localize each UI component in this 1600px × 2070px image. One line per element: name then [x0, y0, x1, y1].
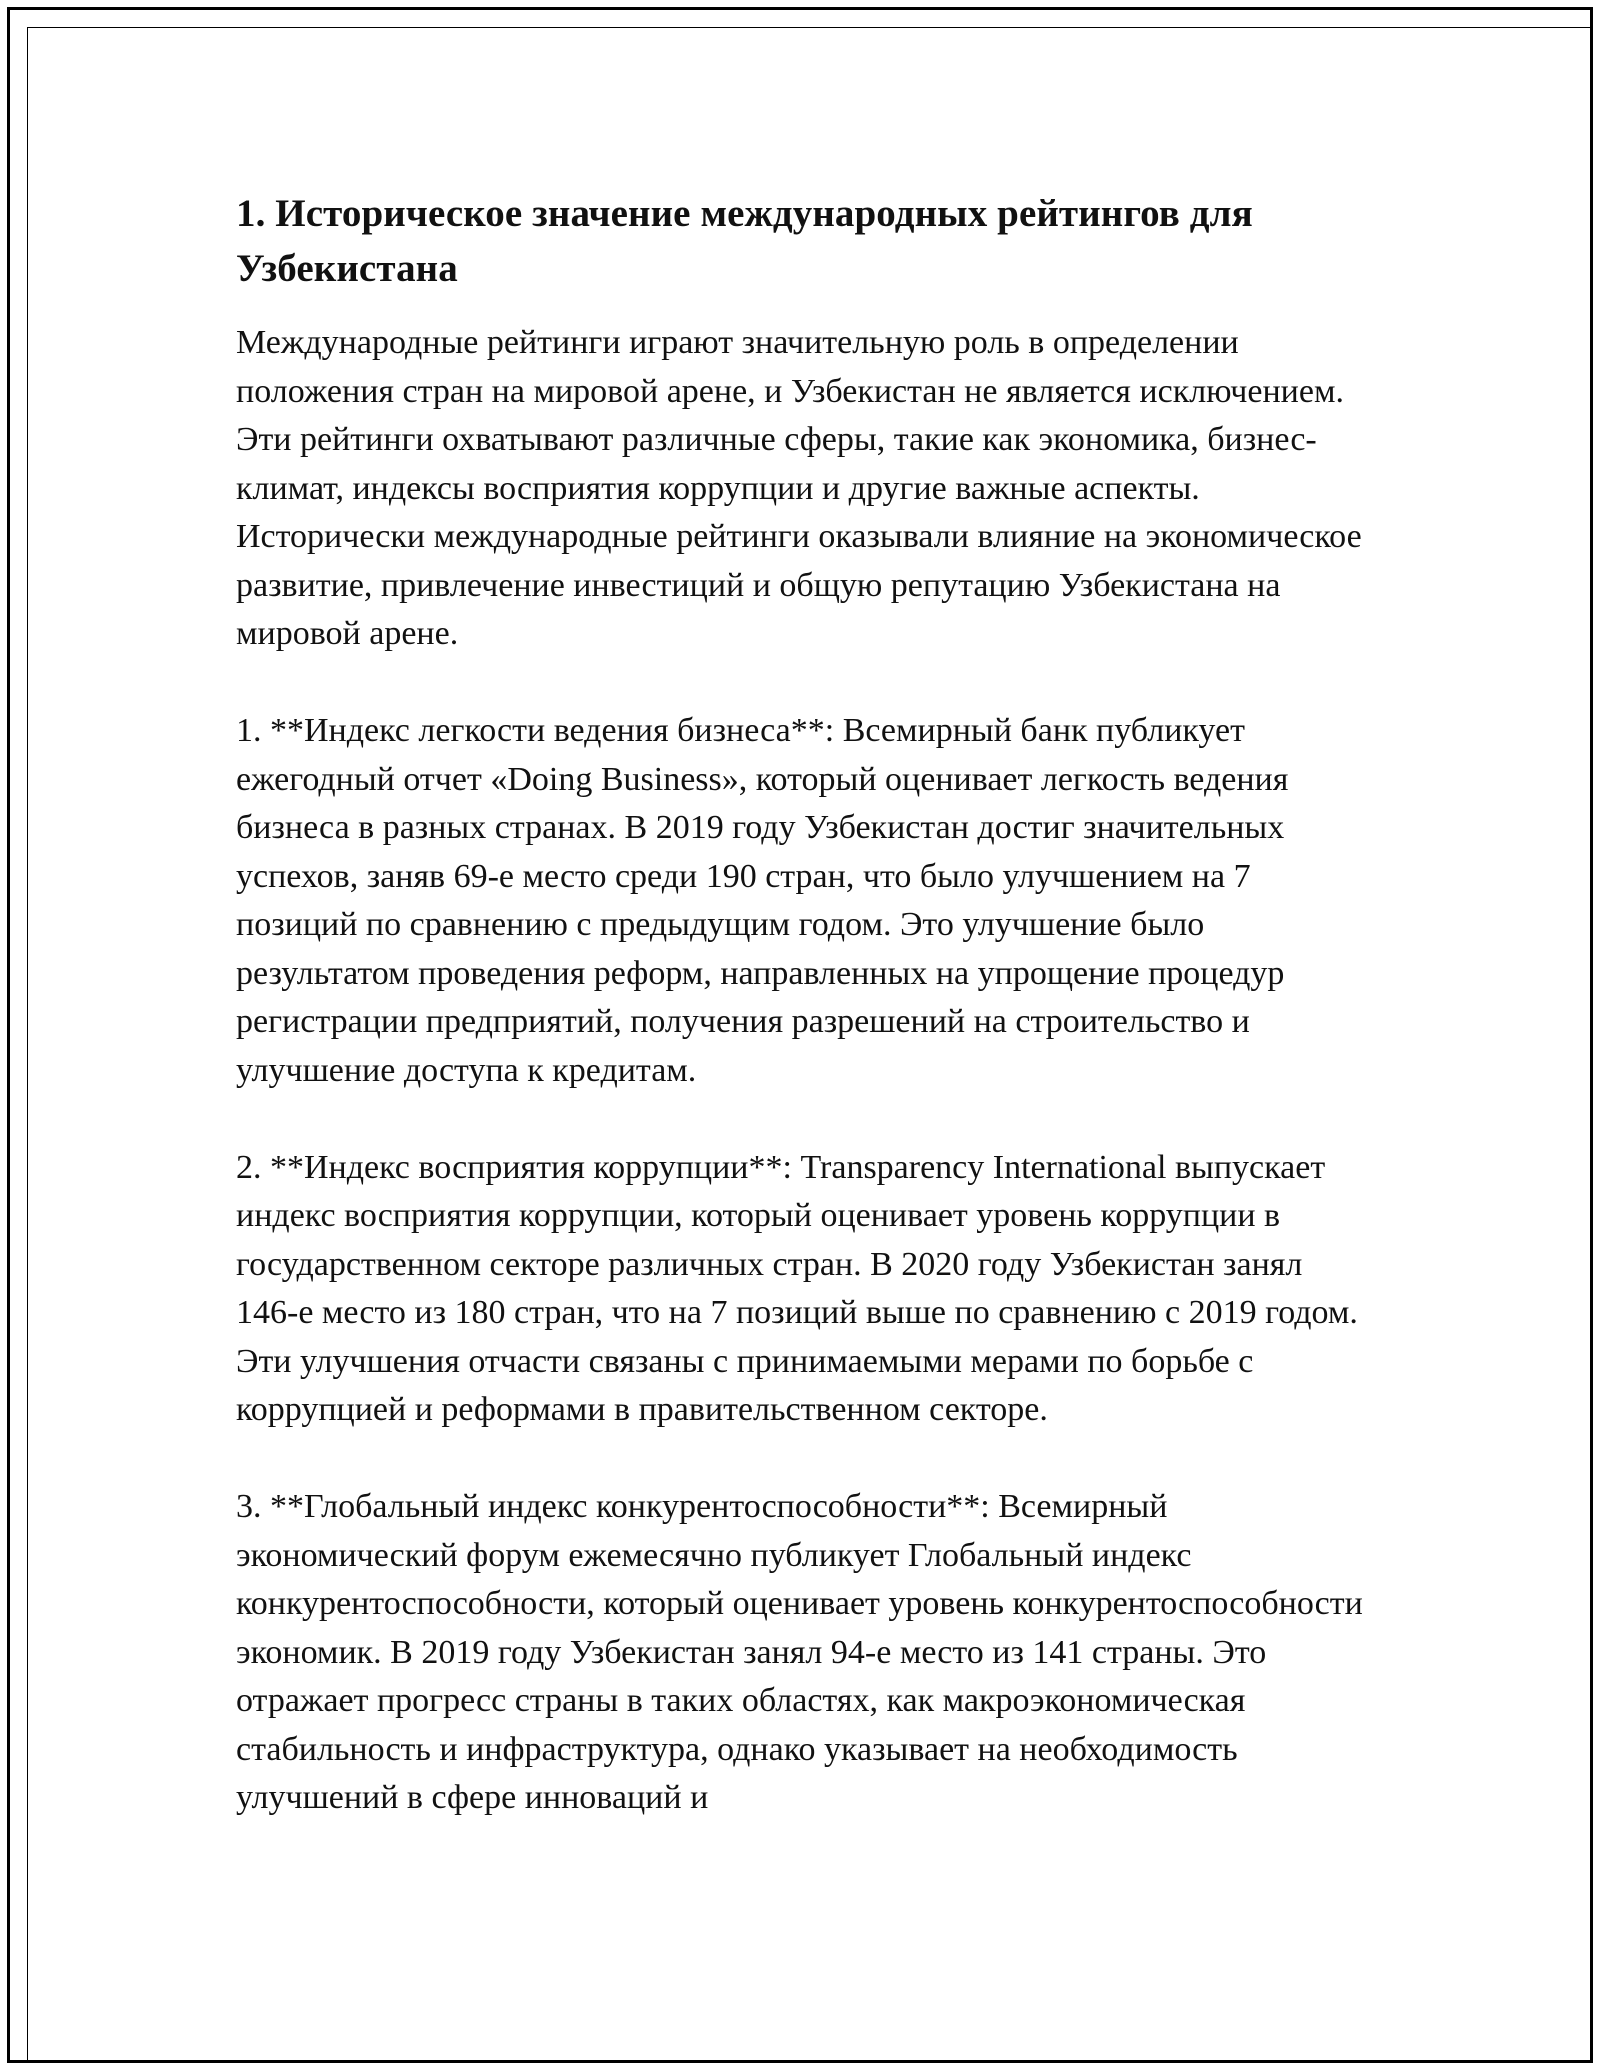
intro-paragraph: Международные рейтинги играют значительную роль в определении положения стран на мировой арене, и Узбекистан не является исключением. Эти рейтинги охватывают различные сферы, такие как экономика, бизнес-климат, индексы восприятия коррупции и другие важные аспекты. Исторически международные рейтинги оказывали влияние на экономическое развитие, привлечение инвестиций и общую репутацию Узбекистана на мировой арене. [236, 324, 1362, 652]
list-item-competitiveness-index: 3. **Глобальный индекс конкурентоспособности**: Всемирный экономический форум ежемесячно публикует Глобальный индекс конкурентоспособности, который оценивает уровень конкурентоспособности экономик. В 2019 году Узбекистан занял 94-е место из 141 страны. Это отражает прогресс страны в таких областях, как макроэкономическая стабильность и инфраструктура, однако указывает на необходимость улучшений в сфере инноваций и [236, 1488, 1363, 1816]
document-body [236, 186, 1366, 1823]
list-item-ease-of-business: 1. **Индекс легкости ведения бизнеса**: Всемирный банк публикует ежегодный отчет «Doing Business», который оценивает легкость ведения бизнеса в разных странах. В 2019 году Узбекистан достиг значительных успехов, заняв 69-е место среди 190 стран, что было улучшением на 7 позиций по сравнению с предыдущим годом. Это улучшение было результатом проведения реформ, направленных на упрощение процедур регистрации предприятий, получения разрешений на строительство и улучшение доступа к кредитам. [236, 712, 1289, 1089]
list-item-corruption-index: 2. **Индекс восприятия коррупции**: Transparency International выпускает индекс восприятия коррупции, который оценивает уровень коррупции в государственном секторе различных стран. В 2020 году Узбекистан занял 146-е место из 180 стран, что на 7 позиций выше по сравнению с 2019 годом. Эти улучшения отчасти связаны с принимаемыми мерами по борьбе с коррупцией и реформами в правительственном секторе. [236, 1148, 1358, 1428]
section-heading: 1. Историческое значение международных рейтингов для Узбекистана [236, 192, 1253, 290]
